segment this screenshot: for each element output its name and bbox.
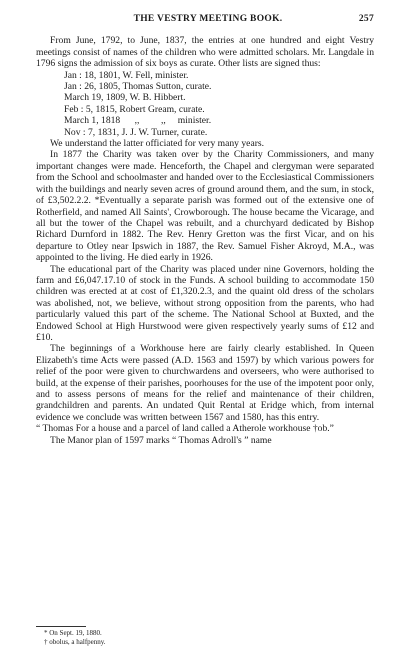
paragraph-charity-commissioners: In 1877 the Charity was taken over by the Charity Commissioners, and many important changes were made. Henceforth, the Chapel and clergyman were separated from the School and schoolmaster and handed over to the Ecclesiastical Commissioners with the buildings and nearly seven acres of ground around them, and the sum, in stock, of £3,502.2.2. *Eventually a separate parish was formed out of the extensive one of Rotherfield, and named All Saints', Crowborough. The house became the Vicarage, and all but the tower of the Chapel was rebuilt, and a churchyard dedicated by Bishop Richard Durnford in 1882. The Rev. Henry Gretton was the first Vicar, and on his departure to Otley near Ipswich in 1887, the Rev. Samuel Fisher Akroyd, M.A., was appointed to the living. He died early in 1926. [36,149,374,264]
signature-entry: Feb : 5, 1815, Robert Gream, curate. [64,103,205,115]
paragraph-admissions: From June, 1792, to June, 1837, the entries at one hundred and eight Vestry meetings consist of names of the children who were admitted scholars. Mr. Langdale in 1796 signs the admission of six boys as curate. Other lists are signed thus: [36,35,374,70]
paragraph-workhouse: The beginnings of a Workhouse here are fairly clearly established. In Queen Elizabeth's time Acts were passed (A.D. 1563 and 1597) by which various powers for relief of the poor were given to churchwardens and overseers, who were authorised to build, at the expense of their parishes, poorhouses for the use of the impotent poor only, and to assess persons of means for the relief and maintenance of their children, grandchildren and parents. An undated Quit Rental at Eridge which, from internal evidence we conclude was written between 1567 and 1580, has this entry. [36,343,374,423]
signature-list [36,70,374,138]
footnote-rule [36,626,86,627]
signature-entry: Nov : 7, 1831, J. J. W. Turner, curate. [64,126,208,138]
signature-entry: Jan : 18, 1801, W. Fell, minister. [64,69,189,81]
signature-entry: March 1, 1818 ,, ,, minister. [64,115,212,127]
running-title: THE VESTRY MEETING BOOK. [133,14,283,24]
footnote: † obolus, a halfpenny. [44,637,106,646]
running-header [36,14,374,25]
footnotes [44,629,106,646]
paragraph-latter: We understand the latter officiated for very many years. [50,138,265,150]
footnote: * On Sept. 19, 1880. [44,629,102,637]
signature-entry: Jan : 26, 1805, Thomas Sutton, curate. [64,81,212,93]
quit-rental-quote: “ Thomas For a house and a parcel of land called a Atherole workhouse †ob.” [36,423,334,435]
page-number: 257 [358,14,374,24]
paragraph-manor-plan: The Manor plan of 1597 marks “ Thomas Adroll's ” name [50,434,272,446]
signature-entry: March 19, 1809, W. B. Hibbert. [64,92,186,104]
paragraph-educational: The educational part of the Charity was placed under nine Governors, holding the farm and £6,047.17.10 of stock in the Funds. A school building to accommodate 150 children was erected at at cost of £1,320.2.3, and the quaint old dress of the scholars was abolished, not, we believe, without strong opposition from the parents, who had particularly valued this part of the scheme. The National School at Buxted, and the Endowed School at High Hurstwood were given respectively yearly sums of £12 and £10. [36,263,374,343]
